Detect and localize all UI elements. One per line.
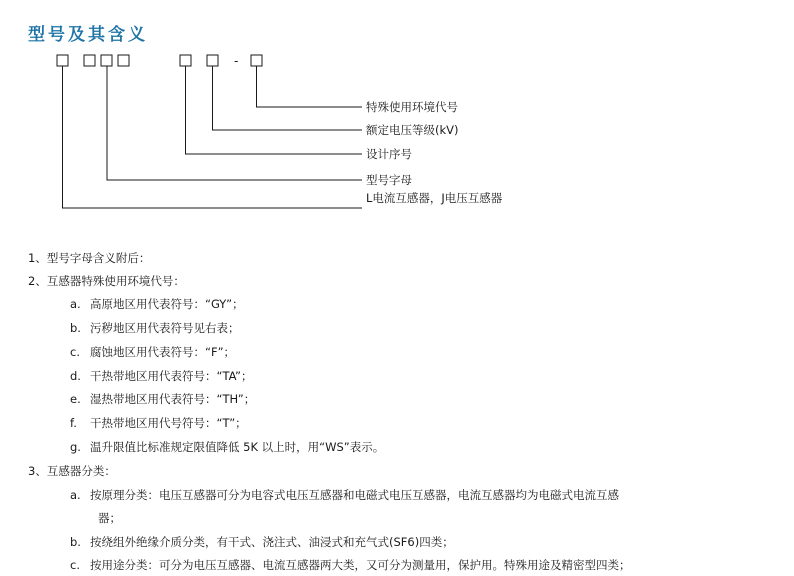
code-box-1	[57, 55, 68, 66]
note-3a-continuation: 器；	[98, 511, 121, 525]
leader-line-environment	[257, 66, 363, 107]
note-2e	[70, 391, 255, 407]
note-text: 互感器分类：	[46, 464, 116, 478]
note-text: 高原地区用代表符号：“GY”；	[90, 297, 244, 311]
note-3b	[70, 534, 454, 550]
note-marker: 2、	[28, 274, 47, 288]
note-marker: b.	[70, 321, 81, 335]
note-2c	[70, 344, 235, 360]
note-text: 按绕组外绝缘介质分类，有干式、浇注式、油浸式和充气式(SF6)四类；	[90, 535, 454, 549]
note-text: 干热带地区用代号符号：“T”；	[90, 416, 247, 430]
note-2g	[70, 439, 384, 455]
note-marker: c.	[70, 345, 80, 359]
note-3	[28, 463, 116, 479]
note-text: 干热带地区用代表符号：“TA”；	[90, 369, 253, 383]
code-box-3	[101, 55, 112, 66]
note-marker: d.	[70, 369, 81, 383]
label-rated-voltage: 额定电压等级(kV)	[366, 123, 459, 137]
note-marker: b.	[70, 535, 81, 549]
note-2f	[70, 415, 247, 431]
note-text: 湿热带地区用代表符号：“TH”；	[90, 392, 256, 406]
note-marker: f.	[70, 416, 77, 430]
note-text: 污秽地区用代表符号见右表；	[90, 321, 240, 335]
note-text: 互感器特殊使用环境代号：	[46, 274, 185, 288]
note-2	[28, 273, 185, 289]
label-special-environment: 特殊使用环境代号	[366, 100, 458, 114]
leader-line-voltage	[213, 66, 363, 130]
label-model-letters: 型号字母	[366, 173, 412, 187]
note-text: 腐蚀地区用代表符号：“F”；	[90, 345, 236, 359]
note-marker: a.	[70, 488, 81, 502]
code-box-7	[251, 55, 262, 66]
leader-line-design	[186, 66, 363, 154]
code-box-6	[207, 55, 218, 66]
note-marker: a.	[70, 297, 81, 311]
note-2d	[70, 368, 253, 384]
page-title: 型号及其含义	[28, 25, 148, 45]
code-dash: -	[234, 54, 239, 68]
leader-line-letters	[107, 66, 362, 180]
code-box-4	[118, 55, 129, 66]
note-2a	[70, 296, 244, 312]
code-box-2	[84, 55, 95, 66]
note-marker: g.	[70, 440, 81, 454]
note-text: 型号字母含义附后：	[46, 251, 151, 265]
label-transformer-type: L电流互感器，J电压互感器	[366, 191, 503, 205]
note-2b	[70, 320, 240, 336]
note-marker: 1、	[28, 251, 47, 265]
note-marker: e.	[70, 392, 81, 406]
note-3a	[70, 487, 619, 503]
note-text: 温升限值比标准规定限值降低 5K 以上时，用“WS”表示。	[90, 440, 385, 454]
label-design-number: 设计序号	[366, 147, 412, 161]
note-marker: c.	[70, 558, 80, 572]
code-box-5	[180, 55, 191, 66]
note-text: 按原理分类：电压互感器可分为电容式电压互感器和电磁式电压互感器，电流互感器均为电磁式电流互感	[90, 488, 619, 502]
note-text: 按用途分类：可分为电压互感器、电流互感器两大类，又可分为测量用，保护用。特殊用途及精密型四类；	[90, 558, 631, 572]
note-marker: 3、	[28, 464, 47, 478]
note-3c	[70, 557, 631, 573]
note-1	[28, 250, 150, 266]
